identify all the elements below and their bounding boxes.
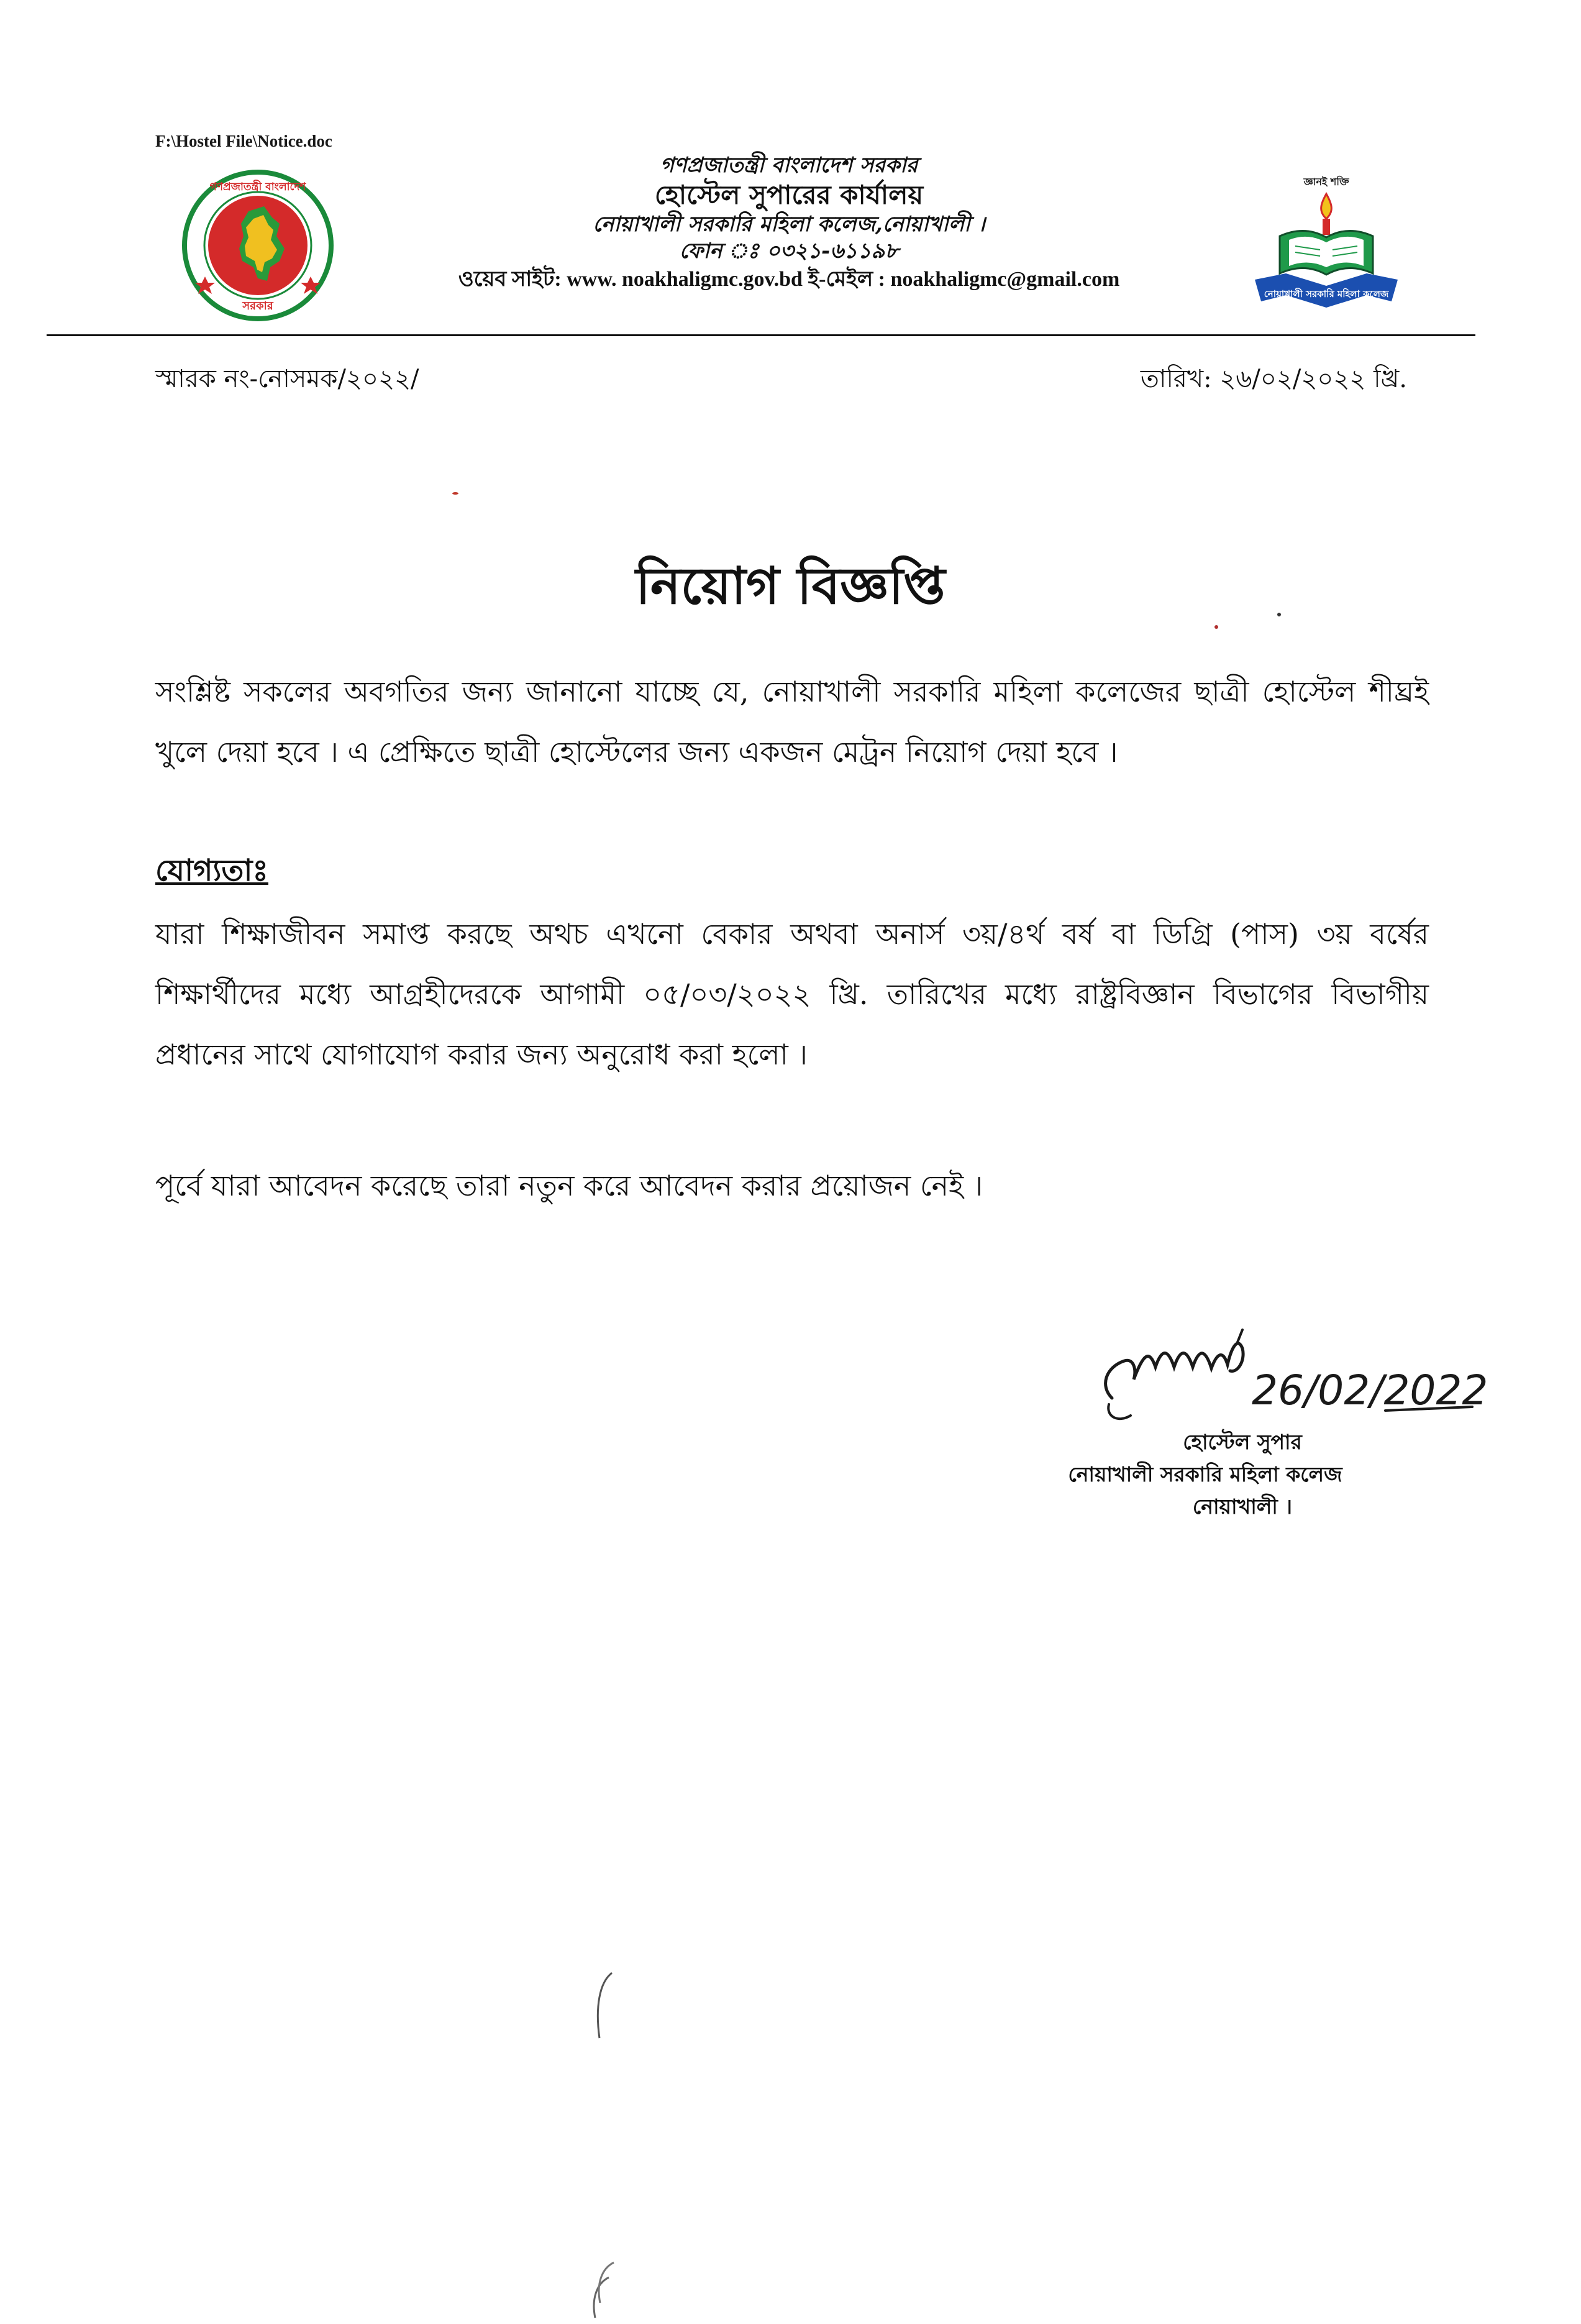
qualification-heading: যোগ্যতাঃ: [155, 853, 268, 888]
website-email: ওয়েব সাইট: www. noakhaligmc.gov.bd ই-মেইল : noakhaligmc@gmail.com: [458, 268, 1120, 291]
notice-date: তারিখ: ২৬/০২/২০২২ খ্রি.: [1140, 365, 1407, 393]
file-path-label: F:\Hostel File\Notice.doc: [155, 132, 332, 150]
notice-paragraph-qualification: যারা শিক্ষাজীবন সমাপ্ত করছে অথচ এখনো বেকার অথবা অনার্স ৩য়/৪র্থ বর্ষ বা ডিগ্রি (পাস) ৩য় বর্ষের শিক্ষার্থীদের মধ্যে আগ্রহীদেরকে আগামী ০৫/০৩/২০২২ খ্রি. তারিখের মধ্যে রাষ্ট্রবিজ্ঞান বিভাগের বিভাগীয় প্রধানের সাথে যোগাযোগ করার জন্য অনুরোধ করা হলো ।: [155, 917, 1429, 1071]
scan-mark: [589, 2259, 626, 2315]
logo-motto-text: জ্ঞানই শক্তি: [1303, 176, 1349, 188]
college-name: নোয়াখালী সরকারি মহিলা কলেজ,নোয়াখালী ।: [593, 212, 985, 237]
phone-number: ফোন ঃ ০৩২১-৬১১৯৮: [679, 238, 899, 263]
handwritten-date: 26/02/2022: [1252, 1366, 1488, 1414]
scan-speck: [452, 491, 458, 496]
notice-paragraph-previous-applicants: পূর্বে যারা আবেদন করেছে তারা নতুন করে আবেদন করার প্রয়োজন নেই ।: [155, 1169, 983, 1202]
seal-top-text: গণপ্রজাতন্ত্রী বাংলাদেশ: [209, 181, 306, 193]
seal-bottom-text: সরকার: [242, 300, 273, 313]
college-logo-icon: [1242, 168, 1410, 323]
signatory-institution: নোয়াখালী সরকারি মহিলা কলেজ: [1068, 1462, 1342, 1486]
government-seal-icon: [180, 168, 335, 323]
office-name: হোস্টেল সুপারের কার্যালয়: [654, 179, 924, 210]
scan-speck: [1214, 624, 1219, 629]
handwritten-signature: [1075, 1311, 1497, 1435]
memo-number: স্মারক নং-নোসমক/২০২২/: [155, 365, 419, 393]
signatory-place: নোয়াখালী ।: [1192, 1494, 1293, 1519]
signature-block: [969, 1426, 1441, 1523]
scan-mark: [590, 1970, 621, 2044]
header-divider: [47, 334, 1475, 336]
notice-paragraph-announcement: সংশ্লিষ্ট সকলের অবগতির জন্য জানানো যাচ্ছে যে, নোয়াখালী সরকারি মহিলা কলেজের ছাত্রী হোস্টেল শীঘ্রই খুলে দেয়া হবে । এ প্রেক্ষিতে ছাত্রী হোস্টেলের জন্য একজন মেট্রন নিয়োগ দেয়া হবে ।: [155, 675, 1429, 769]
government-name: গণপ্রজাতন্ত্রী বাংলাদেশ সরকার: [660, 153, 918, 178]
logo-college-text: নোয়াখালী সরকারি মহিলা কলেজ: [1264, 288, 1389, 300]
page-title: নিয়োগ বিজ্ঞপ্তি: [636, 556, 945, 616]
signatory-designation: হোস্টেল সুপার: [1183, 1430, 1302, 1454]
scan-speck: [1277, 612, 1282, 617]
letterhead: [348, 152, 1230, 293]
